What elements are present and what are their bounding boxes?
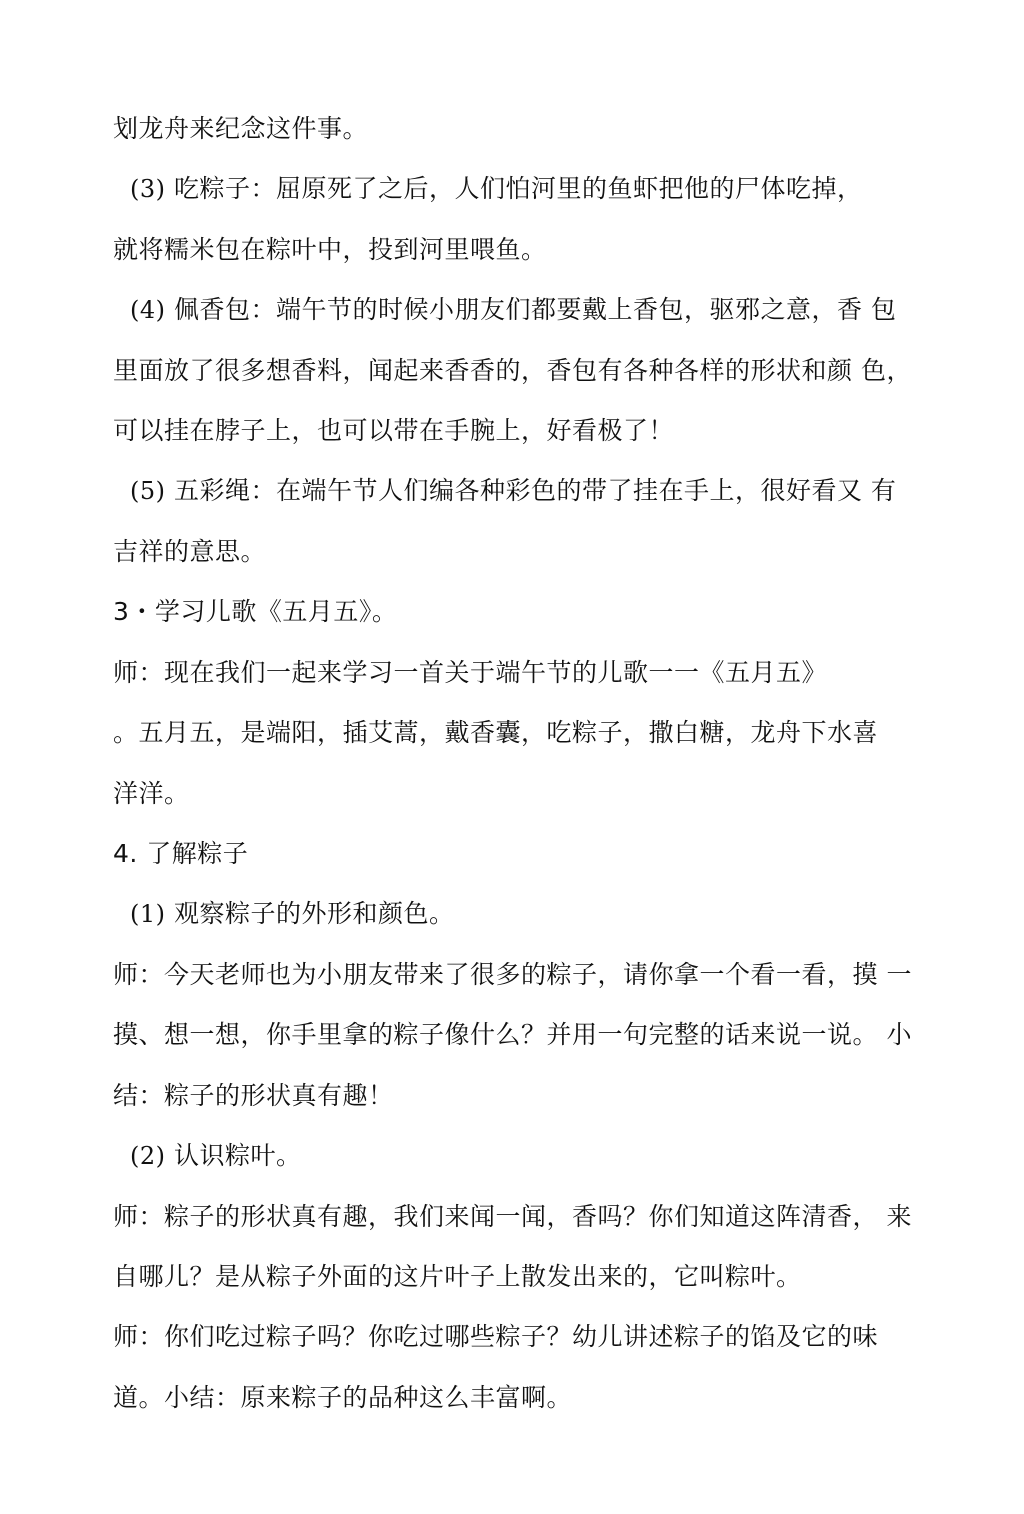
item-number: (4)	[130, 296, 166, 324]
text-line: 师：粽子的形状真有趣，我们来闻一闻，香吗？你们知道这阵清香， 来	[113, 1202, 912, 1231]
text-line: 划龙舟来纪念这件事。	[113, 114, 369, 143]
text-line: 摸、想一想，你手里拿的粽子像什么？并用一句完整的话来说一说。 小	[113, 1020, 912, 1049]
text-line: 洋洋。	[113, 779, 190, 808]
text-line: 里面放了很多想香料，闻起来香香的，香包有各种各样的形状和颜 色，	[113, 356, 912, 385]
list-item-4	[130, 293, 896, 327]
item-number: (5)	[130, 477, 166, 505]
list-item-2	[130, 1139, 301, 1173]
text-line: 。五月五，是端阳，插艾蒿，戴香囊，吃粽子，撒白糖，龙舟下水喜	[113, 718, 879, 747]
list-item-5	[130, 474, 896, 508]
item-number: (3)	[130, 175, 166, 203]
list-item-3	[130, 172, 862, 206]
text-line: 可以挂在脖子上，也可以带在手腕上，好看极了！	[113, 416, 675, 445]
item-text: 吃粽子：屈原死了之后，人们怕河里的鱼虾把他的尸体吃掉，	[165, 174, 863, 203]
item-number: (2)	[130, 1142, 166, 1170]
section-heading: 4. 了解粽子	[113, 839, 249, 868]
list-item-1	[130, 897, 454, 931]
text-line: 自哪儿？是从粽子外面的这片叶子上散发出来的，它叫粽叶。	[113, 1262, 802, 1291]
text-line: 吉祥的意思。	[113, 537, 267, 566]
text-line: 道。小结：原来粽子的品种这么丰富啊。	[113, 1383, 573, 1412]
item-text: 佩香包：端午节的时候小朋友们都要戴上香包，驱邪之意，香 包	[165, 295, 897, 324]
item-text: 观察粽子的外形和颜色。	[165, 899, 455, 928]
item-number: (1)	[130, 900, 166, 928]
text-line: 师：今天老师也为小朋友带来了很多的粽子，请你拿一个看一看，摸 一	[113, 960, 912, 989]
section-heading: 3・学习儿歌《五月五》。	[113, 597, 398, 626]
item-text: 五彩绳：在端午节人们编各种彩色的带了挂在手上，很好看又 有	[165, 476, 897, 505]
text-line: 就将糯米包在粽叶中，投到河里喂鱼。	[113, 235, 547, 264]
item-text: 认识粽叶。	[165, 1141, 302, 1170]
text-line: 师：你们吃过粽子吗？你吃过哪些粽子？幼儿讲述粽子的馅及它的味	[113, 1322, 879, 1351]
text-line: 师：现在我们一起来学习一首关于端午节的儿歌一一《五月五》	[113, 658, 828, 687]
text-line: 结：粽子的形状真有趣！	[113, 1081, 394, 1110]
